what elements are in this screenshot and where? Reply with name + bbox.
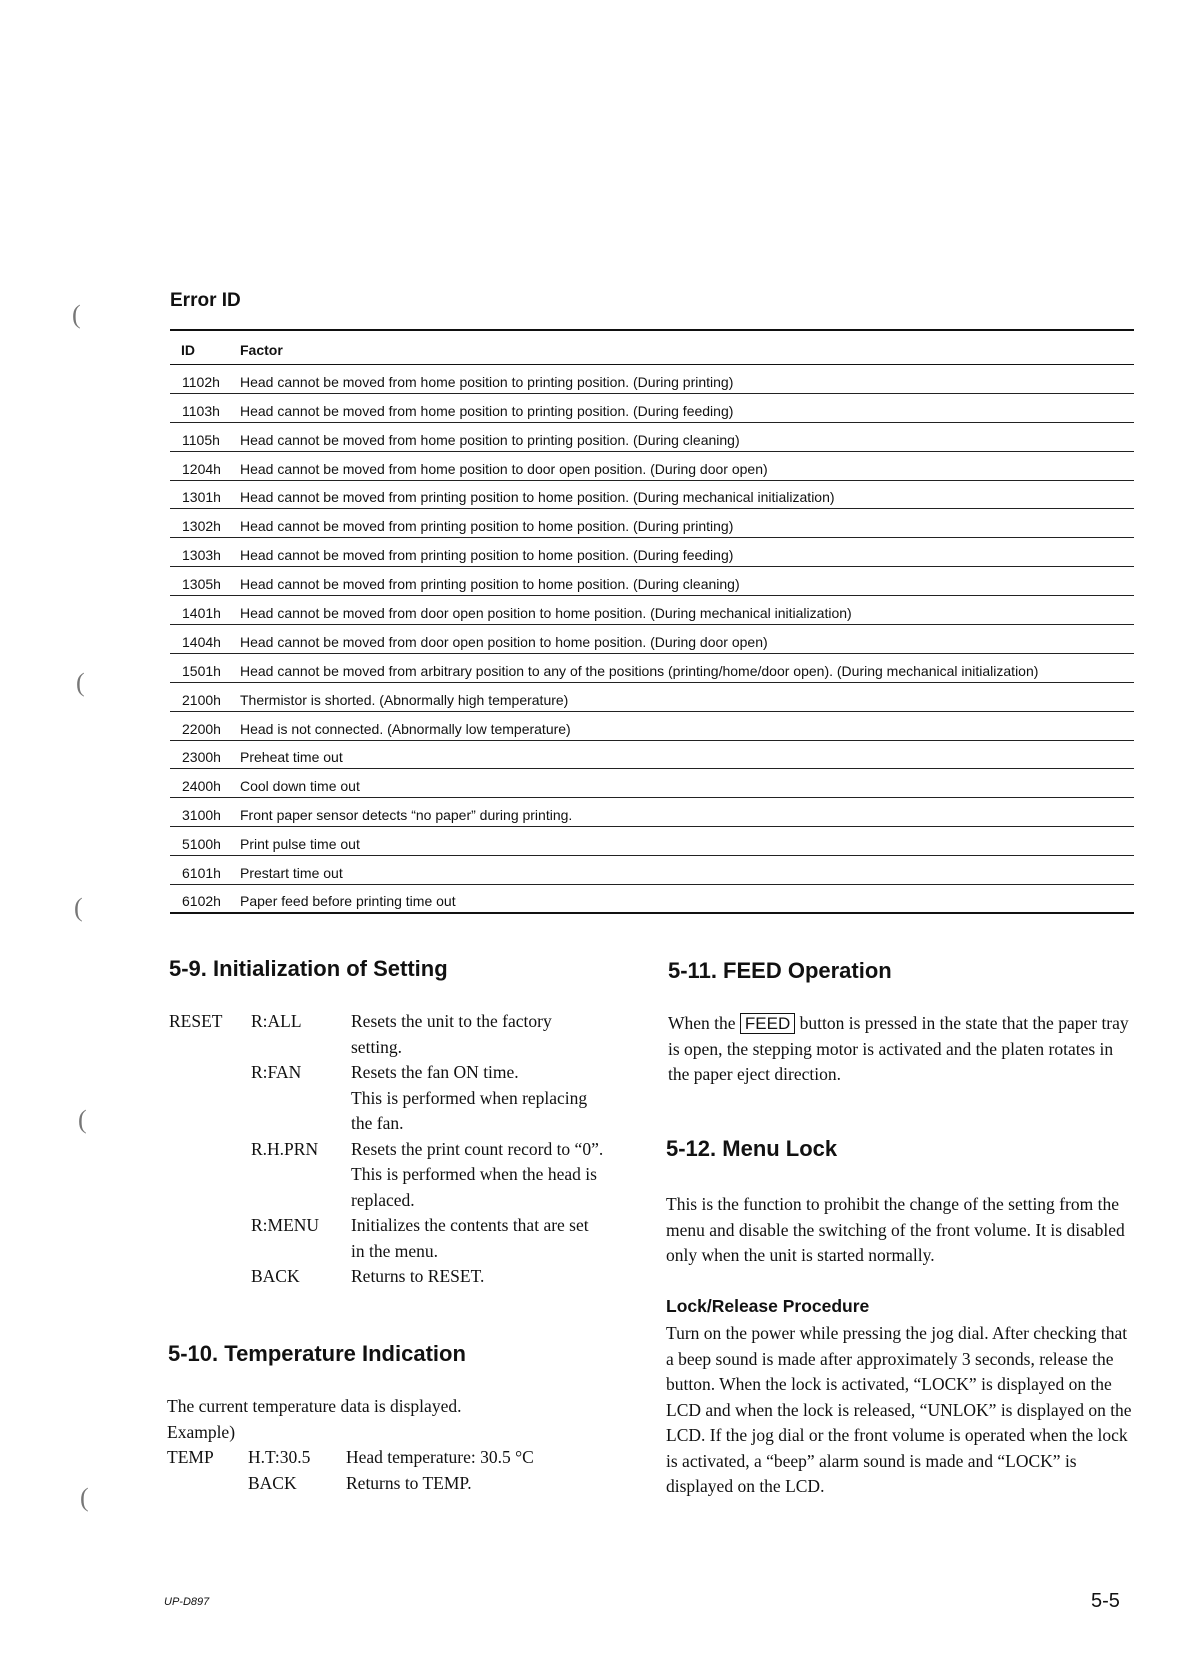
error-id-cell: 1305h: [182, 576, 221, 593]
reset-desc-line: the fan.: [351, 1113, 404, 1133]
reset-item-desc: [351, 1060, 631, 1137]
reset-desc-line: replaced.: [351, 1189, 415, 1210]
reset-item-key: BACK: [251, 1266, 300, 1286]
footer-model-name: UP-D897: [164, 1596, 210, 1608]
error-id-cell: 1102h: [182, 373, 220, 390]
lock-release-procedure: Turn on the power while pressing the jog dial. After checking that a beep sound is made after approximately 3 seconds, release the button. When the lock is activated, “LOCK” is displayed on the LCD and when the lock is released, “UNLOK” is displayed on the LCD. If the jog dial or the front volume is operated when the lock is activated, a “beep” alarm sound is made and “LOCK” is displayed on the LCD.: [666, 1323, 1132, 1496]
reset-desc-line: Resets the fan ON time.: [351, 1062, 519, 1082]
error-factor-cell: Head cannot be moved from home position to door open position. (During door open): [240, 460, 768, 477]
reset-item-desc: [351, 1009, 631, 1060]
reset-item-key: R:FAN: [251, 1062, 302, 1082]
reset-item: [169, 1213, 631, 1264]
error-id-cell: 1404h: [182, 633, 221, 650]
section-heading-menu-lock: 5-12. Menu Lock: [666, 1136, 838, 1161]
error-factor-cell: Prestart time out: [240, 865, 343, 882]
reset-desc-line: This is performed when the head is: [351, 1164, 597, 1184]
reset-item-desc: [351, 1264, 631, 1290]
temperature-intro: The current temperature data is displayed.: [167, 1396, 462, 1416]
error-id-cell: 1204h: [182, 460, 221, 477]
error-factor-cell: Head cannot be moved from printing position to home position. (During cleaning): [240, 576, 740, 593]
menu-lock-paragraph: This is the function to prohibit the change of the setting from the menu and disable the switching of the front volume. It is disabled only when the unit is started normally.: [666, 1194, 1125, 1265]
table-header: [170, 331, 1134, 365]
error-id-table: [170, 329, 1134, 914]
error-factor-cell: Head cannot be moved from door open position to home position. (During door open): [240, 633, 768, 650]
table-row: [170, 856, 1134, 885]
table-row: [170, 712, 1134, 741]
table-body: [170, 365, 1134, 914]
reset-item-key: R.H.PRN: [251, 1138, 319, 1159]
reset-item-desc: [351, 1137, 631, 1214]
temp-row-key: BACK: [248, 1472, 297, 1493]
error-factor-cell: Head cannot be moved from printing position to home position. (During mechanical initialization): [240, 489, 835, 506]
margin-mark-5: (: [80, 1483, 89, 1512]
error-factor-cell: Head cannot be moved from arbitrary position to any of the positions (printing/home/door open). (During mechanical initialization): [240, 662, 1039, 679]
margin-mark-1: (: [72, 300, 81, 329]
table-row: [170, 538, 1134, 567]
temp-menu-name: TEMP: [167, 1447, 214, 1467]
section-heading-initialization: 5-9. Initialization of Setting: [169, 956, 448, 981]
error-id-cell: 1105h: [182, 431, 220, 448]
reset-item-desc: [351, 1213, 631, 1264]
error-id-cell: 6101h: [182, 865, 221, 882]
error-id-cell: 6102h: [182, 892, 221, 909]
table-row: [170, 567, 1134, 596]
table-row: [170, 827, 1134, 856]
reset-item: [169, 1137, 631, 1214]
error-id-cell: 3100h: [182, 807, 221, 824]
table-row: [170, 798, 1134, 827]
error-factor-cell: Head cannot be moved from door open position to home position. (During mechanical initialization): [240, 605, 852, 622]
error-factor-cell: Head cannot be moved from printing position to home position. (During feeding): [240, 547, 734, 564]
table-row: [170, 365, 1134, 394]
lock-release-heading: Lock/Release Procedure: [666, 1296, 870, 1316]
error-id-cell: 2100h: [182, 691, 221, 708]
error-id-cell: 2300h: [182, 749, 221, 766]
reset-item: [169, 1264, 631, 1290]
reset-desc-line: Initializes the contents that are set: [351, 1215, 589, 1235]
error-id-cell: 1501h: [182, 662, 221, 679]
error-id-title: Error ID: [170, 290, 241, 311]
error-factor-cell: Head cannot be moved from home position to printing position. (During cleaning): [240, 431, 740, 448]
table-row: [170, 625, 1134, 654]
table-row: [170, 769, 1134, 798]
feed-button-label: FEED: [740, 1013, 795, 1034]
feed-text-after: button is pressed in the state that the paper tray is open, the stepping motor is activated and the platen rotates in the paper eject direction.: [668, 1013, 1129, 1084]
feed-text-before: When the: [668, 1013, 736, 1033]
error-factor-cell: Print pulse time out: [240, 836, 360, 853]
error-factor-cell: Head cannot be moved from home position to printing position. (During feeding): [240, 402, 734, 419]
temp-row-desc: Returns to TEMP.: [346, 1472, 472, 1493]
reset-desc-line: in the menu.: [351, 1240, 438, 1261]
error-factor-cell: Paper feed before printing time out: [240, 892, 456, 909]
reset-menu-name: RESET: [169, 1011, 223, 1031]
section-heading-feed: 5-11. FEED Operation: [668, 958, 892, 983]
reset-desc-line: This is performed when replacing: [351, 1087, 588, 1108]
reset-item-key: R:MENU: [251, 1215, 320, 1235]
temperature-block: [167, 1394, 587, 1496]
error-factor-cell: Head cannot be moved from printing position to home position. (During printing): [240, 518, 734, 535]
error-factor-cell: Preheat time out: [240, 749, 343, 766]
error-factor-cell: Front paper sensor detects “no paper” during printing.: [240, 807, 573, 824]
table-row: [170, 481, 1134, 510]
reset-desc-line: Resets the unit to the factory: [351, 1011, 552, 1031]
temp-row-key: H.T:30.5: [248, 1447, 311, 1467]
error-id-cell: 1302h: [182, 518, 221, 535]
error-id-cell: 1303h: [182, 547, 221, 564]
table-row: [170, 885, 1134, 914]
table-row: [170, 423, 1134, 452]
reset-desc-line: Resets the print count record to “0”.: [351, 1138, 604, 1159]
error-factor-cell: Head cannot be moved from home position to printing position. (During printing): [240, 373, 734, 390]
error-id-cell: 1301h: [182, 489, 221, 506]
feed-paragraph: [668, 1011, 1138, 1088]
temperature-example-label: Example): [167, 1421, 236, 1442]
error-factor-cell: Head is not connected. (Abnormally low temperature): [240, 720, 571, 737]
table-row: [170, 683, 1134, 712]
reset-item-key: R:ALL: [251, 1011, 302, 1031]
table-row: [170, 741, 1134, 770]
reset-desc-line: Returns to RESET.: [351, 1266, 485, 1286]
error-id-cell: 2200h: [182, 720, 221, 737]
section-heading-temperature: 5-10. Temperature Indication: [168, 1341, 466, 1366]
reset-menu-list: [169, 1009, 631, 1290]
error-factor-cell: Cool down time out: [240, 778, 360, 795]
table-row: [170, 452, 1134, 481]
column-header-factor: Factor: [240, 342, 283, 358]
error-id-cell: 1103h: [182, 402, 220, 419]
reset-desc-line: setting.: [351, 1036, 403, 1057]
reset-item: [169, 1060, 631, 1137]
error-id-cell: 5100h: [182, 836, 221, 853]
temperature-row: [167, 1471, 587, 1497]
margin-mark-4: (: [78, 1105, 87, 1134]
table-row: [170, 394, 1134, 423]
reset-item: [169, 1009, 631, 1060]
temperature-row: [167, 1445, 587, 1471]
table-row: [170, 596, 1134, 625]
temp-row-desc: Head temperature: 30.5 °C: [346, 1447, 534, 1467]
column-header-id: ID: [181, 342, 195, 358]
error-factor-cell: Thermistor is shorted. (Abnormally high temperature): [240, 691, 569, 708]
margin-mark-2: (: [76, 668, 85, 697]
table-row: [170, 509, 1134, 538]
page-number: 5-5: [1091, 1590, 1120, 1612]
error-id-cell: 1401h: [182, 605, 221, 622]
margin-mark-3: (: [74, 893, 83, 922]
error-id-cell: 2400h: [182, 778, 221, 795]
table-row: [170, 654, 1134, 683]
